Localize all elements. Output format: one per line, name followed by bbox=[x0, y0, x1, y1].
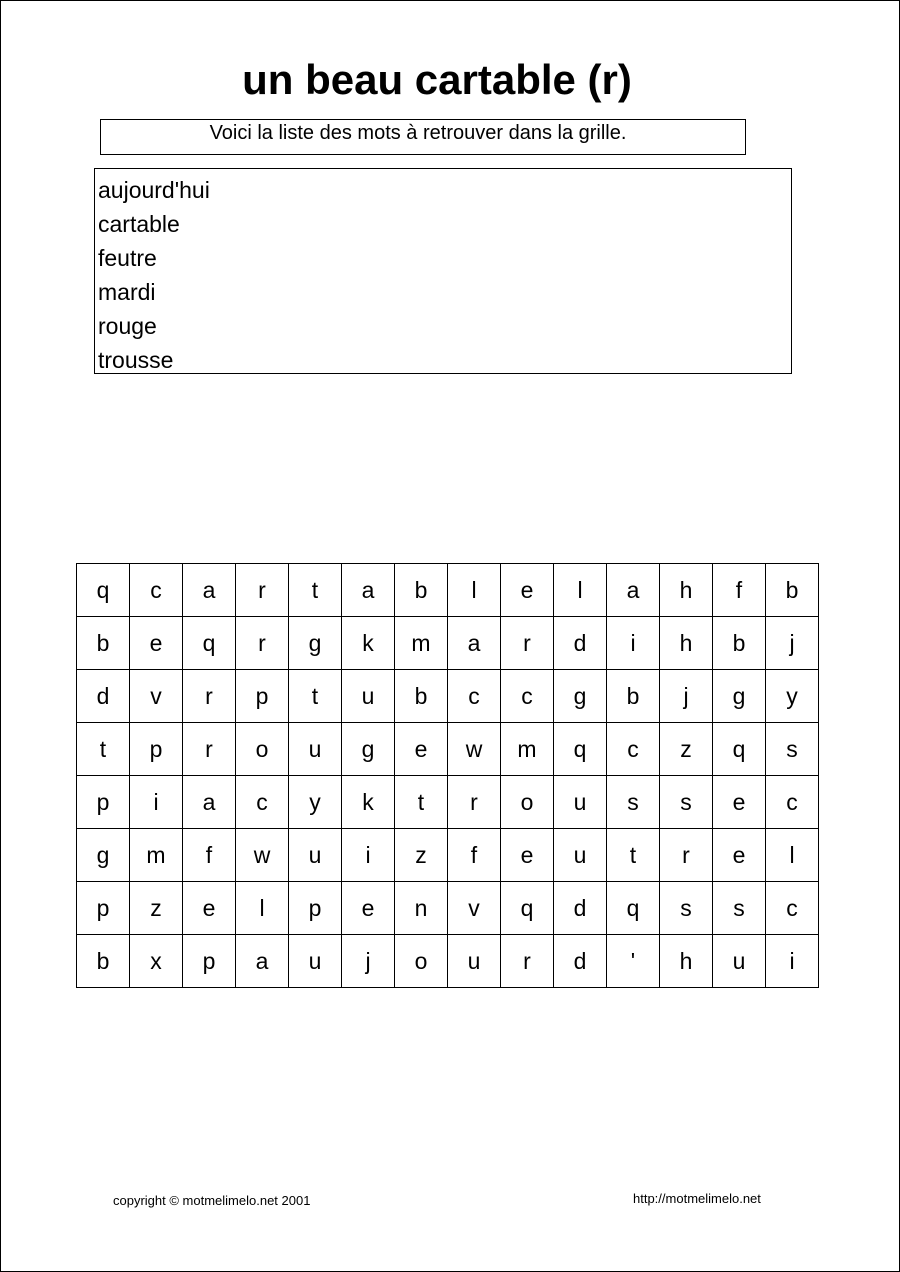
word-item: feutre bbox=[98, 245, 157, 271]
grid-cell: v bbox=[130, 670, 183, 723]
grid-cell: m bbox=[130, 829, 183, 882]
grid-cell: p bbox=[77, 882, 130, 935]
grid-cell: a bbox=[448, 617, 501, 670]
grid-cell: u bbox=[554, 776, 607, 829]
grid-cell: d bbox=[554, 617, 607, 670]
grid-cell: j bbox=[766, 617, 819, 670]
grid-cell: r bbox=[448, 776, 501, 829]
grid-cell: p bbox=[130, 723, 183, 776]
grid-cell: c bbox=[501, 670, 554, 723]
grid-cell: d bbox=[554, 882, 607, 935]
instruction-box: Voici la liste des mots à retrouver dans la grille. bbox=[100, 119, 746, 155]
word-list bbox=[94, 168, 792, 374]
grid-cell: t bbox=[395, 776, 448, 829]
grid-cell: m bbox=[501, 723, 554, 776]
grid-cell: q bbox=[713, 723, 766, 776]
grid-cell: m bbox=[395, 617, 448, 670]
grid-cell: u bbox=[342, 670, 395, 723]
grid-cell: r bbox=[501, 617, 554, 670]
grid-cell: p bbox=[236, 670, 289, 723]
grid-cell: b bbox=[713, 617, 766, 670]
grid-cell: e bbox=[501, 564, 554, 617]
grid-cell: r bbox=[183, 723, 236, 776]
grid-cell: w bbox=[236, 829, 289, 882]
grid-cell: e bbox=[395, 723, 448, 776]
grid-cell: p bbox=[289, 882, 342, 935]
grid-row bbox=[77, 882, 819, 935]
grid-cell: g bbox=[342, 723, 395, 776]
grid-cell: s bbox=[660, 776, 713, 829]
grid-cell: b bbox=[607, 670, 660, 723]
grid-cell: b bbox=[395, 670, 448, 723]
grid-cell: t bbox=[77, 723, 130, 776]
grid-cell: h bbox=[660, 617, 713, 670]
grid-cell: u bbox=[289, 829, 342, 882]
word-item: cartable bbox=[98, 211, 180, 237]
grid-cell: i bbox=[607, 617, 660, 670]
grid-cell: l bbox=[236, 882, 289, 935]
grid-cell: i bbox=[766, 935, 819, 988]
grid-cell: o bbox=[395, 935, 448, 988]
grid-cell: a bbox=[236, 935, 289, 988]
grid-cell: b bbox=[766, 564, 819, 617]
grid-cell: s bbox=[607, 776, 660, 829]
grid-cell: u bbox=[554, 829, 607, 882]
grid-cell: t bbox=[289, 564, 342, 617]
word-item: rouge bbox=[98, 313, 157, 339]
grid-cell: u bbox=[713, 935, 766, 988]
grid-cell: r bbox=[660, 829, 713, 882]
site-url: http://motmelimelo.net bbox=[633, 1191, 761, 1206]
grid-cell: b bbox=[77, 935, 130, 988]
grid-row bbox=[77, 670, 819, 723]
grid-cell: u bbox=[289, 935, 342, 988]
grid-cell: w bbox=[448, 723, 501, 776]
grid-cell: b bbox=[77, 617, 130, 670]
grid-cell: p bbox=[183, 935, 236, 988]
grid-cell: y bbox=[289, 776, 342, 829]
grid-cell: k bbox=[342, 617, 395, 670]
grid-cell: q bbox=[501, 882, 554, 935]
grid-row bbox=[77, 723, 819, 776]
grid-cell: h bbox=[660, 564, 713, 617]
grid-cell: e bbox=[713, 829, 766, 882]
grid-cell: p bbox=[77, 776, 130, 829]
copyright-text: copyright © motmelimelo.net 2001 bbox=[113, 1193, 311, 1208]
grid-row bbox=[77, 829, 819, 882]
grid-cell: t bbox=[607, 829, 660, 882]
grid-cell: l bbox=[554, 564, 607, 617]
grid-cell: h bbox=[660, 935, 713, 988]
grid-cell: f bbox=[713, 564, 766, 617]
grid-cell: e bbox=[130, 617, 183, 670]
grid-cell: c bbox=[607, 723, 660, 776]
word-item: aujourd'hui bbox=[98, 177, 210, 203]
grid-cell: c bbox=[236, 776, 289, 829]
grid-cell: s bbox=[660, 882, 713, 935]
grid-cell: o bbox=[501, 776, 554, 829]
grid-cell: b bbox=[395, 564, 448, 617]
word-item: trousse bbox=[98, 347, 174, 373]
grid-cell: s bbox=[766, 723, 819, 776]
grid-cell: l bbox=[448, 564, 501, 617]
grid-cell: a bbox=[607, 564, 660, 617]
grid-cell: q bbox=[554, 723, 607, 776]
grid-cell: e bbox=[183, 882, 236, 935]
grid-cell: i bbox=[342, 829, 395, 882]
grid-cell: z bbox=[395, 829, 448, 882]
grid-cell: u bbox=[448, 935, 501, 988]
grid-cell: c bbox=[766, 776, 819, 829]
grid-cell: d bbox=[554, 935, 607, 988]
grid-cell: i bbox=[130, 776, 183, 829]
grid-cell: j bbox=[342, 935, 395, 988]
letter-grid bbox=[76, 563, 819, 988]
grid-row bbox=[77, 617, 819, 670]
grid-cell: c bbox=[766, 882, 819, 935]
grid-cell: g bbox=[77, 829, 130, 882]
grid-cell: ' bbox=[607, 935, 660, 988]
grid-cell: r bbox=[236, 564, 289, 617]
grid-cell: e bbox=[342, 882, 395, 935]
grid-cell: v bbox=[448, 882, 501, 935]
grid-cell: q bbox=[607, 882, 660, 935]
grid-cell: q bbox=[77, 564, 130, 617]
grid-cell: c bbox=[130, 564, 183, 617]
grid-cell: f bbox=[183, 829, 236, 882]
grid-cell: a bbox=[183, 564, 236, 617]
grid-cell: s bbox=[713, 882, 766, 935]
grid-cell: a bbox=[183, 776, 236, 829]
word-item: mardi bbox=[98, 279, 156, 305]
grid-cell: x bbox=[130, 935, 183, 988]
grid-cell: t bbox=[289, 670, 342, 723]
grid-cell: a bbox=[342, 564, 395, 617]
grid-cell: y bbox=[766, 670, 819, 723]
grid-cell: o bbox=[236, 723, 289, 776]
grid-cell: q bbox=[183, 617, 236, 670]
grid-cell: e bbox=[713, 776, 766, 829]
grid-cell: r bbox=[236, 617, 289, 670]
grid-row bbox=[77, 776, 819, 829]
grid-cell: c bbox=[448, 670, 501, 723]
grid-cell: f bbox=[448, 829, 501, 882]
page-title: un beau cartable (r) bbox=[242, 56, 632, 103]
grid-cell: l bbox=[766, 829, 819, 882]
grid-cell: z bbox=[660, 723, 713, 776]
grid-row bbox=[77, 564, 819, 617]
grid-cell: e bbox=[501, 829, 554, 882]
grid-cell: g bbox=[554, 670, 607, 723]
grid-cell: g bbox=[289, 617, 342, 670]
grid-cell: z bbox=[130, 882, 183, 935]
grid-cell: d bbox=[77, 670, 130, 723]
grid-cell: j bbox=[660, 670, 713, 723]
grid-row bbox=[77, 935, 819, 988]
grid-cell: g bbox=[713, 670, 766, 723]
grid-cell: n bbox=[395, 882, 448, 935]
grid-cell: r bbox=[183, 670, 236, 723]
grid-cell: r bbox=[501, 935, 554, 988]
grid-cell: u bbox=[289, 723, 342, 776]
grid-cell: k bbox=[342, 776, 395, 829]
